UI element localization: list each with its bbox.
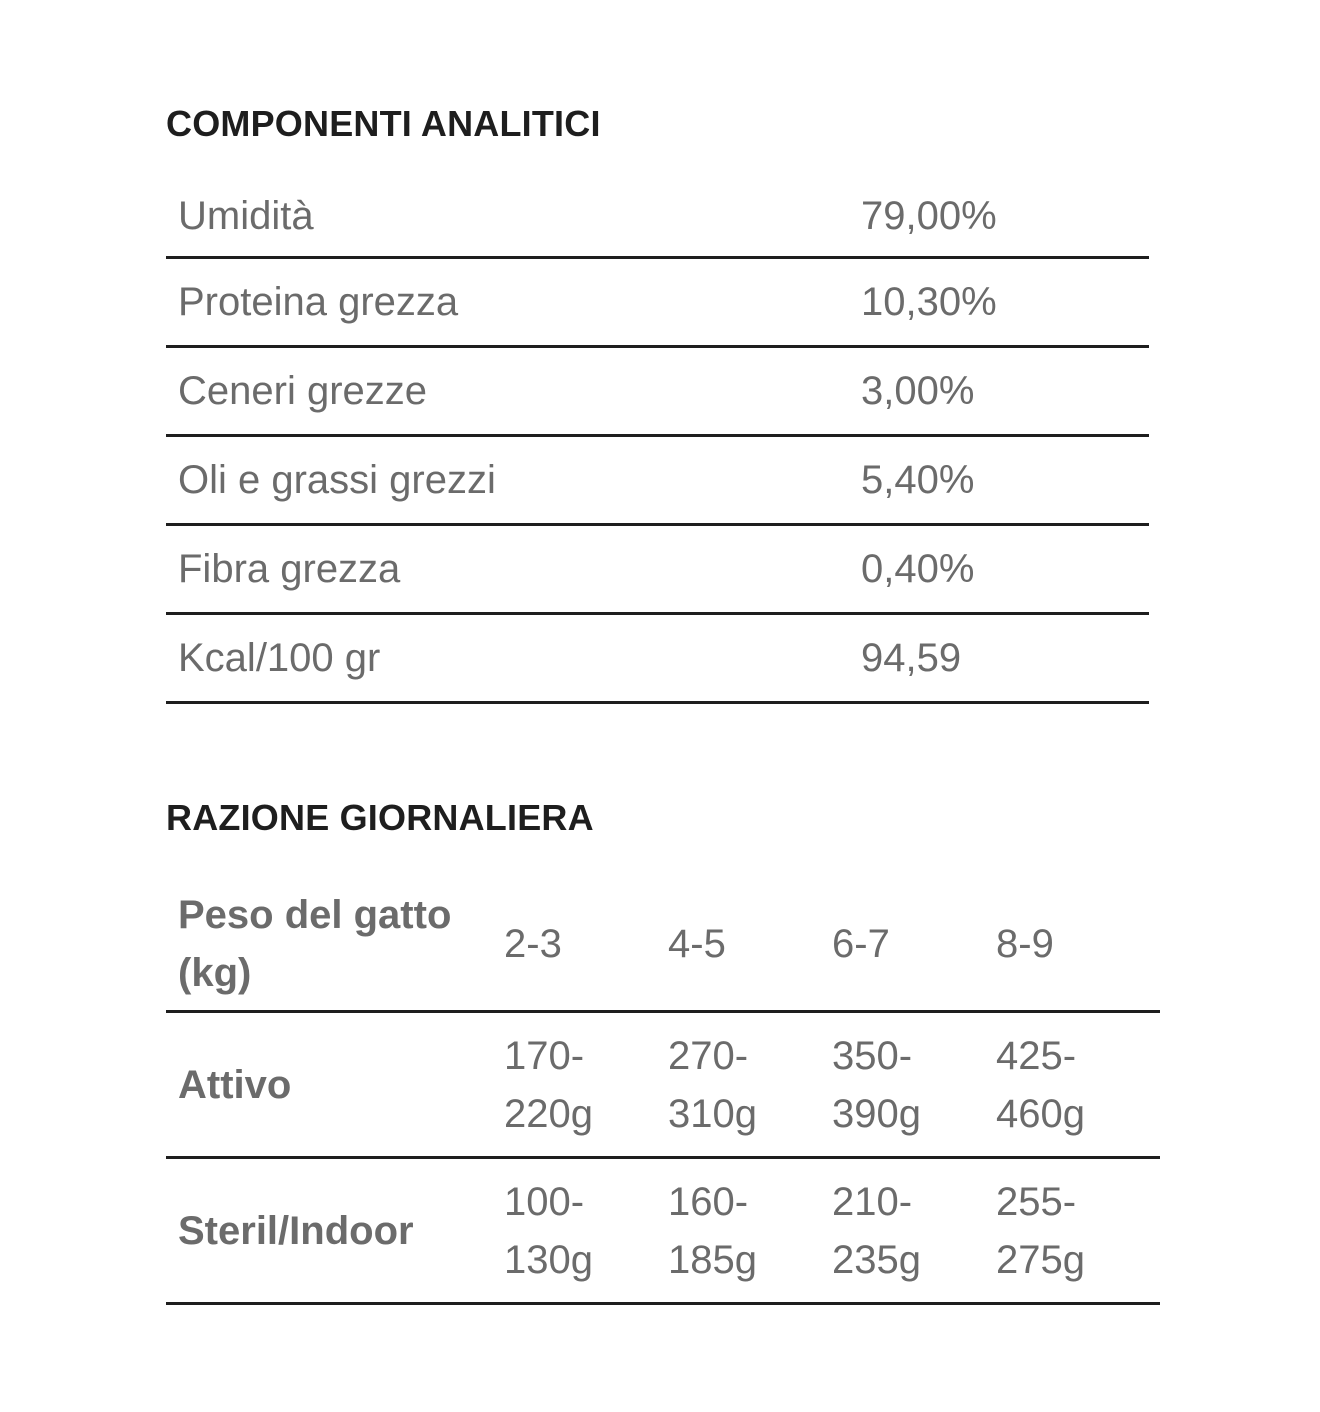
ration-max: 185g xyxy=(668,1237,757,1282)
table-row xyxy=(166,1012,1160,1158)
weight-range: 4-5 xyxy=(668,878,832,1012)
ration-max: 130g xyxy=(504,1237,593,1282)
component-label: Ceneri grezze xyxy=(166,347,861,436)
table-row xyxy=(166,172,1149,258)
ration-cell xyxy=(504,1012,668,1158)
ration-cell xyxy=(504,1158,668,1304)
ration-max: 235g xyxy=(832,1237,921,1282)
table-row xyxy=(166,347,1149,436)
cat-weight-label: Peso del gatto xyxy=(178,893,452,937)
weight-range: 2-3 xyxy=(504,878,668,1012)
ration-min: 210- xyxy=(832,1179,913,1224)
ration-cell xyxy=(996,1012,1160,1158)
cat-weight-header xyxy=(166,878,504,1012)
table-row xyxy=(166,525,1149,614)
activity-label: Attivo xyxy=(166,1012,504,1158)
ration-max: 390g xyxy=(832,1091,921,1136)
component-value: 79,00% xyxy=(861,172,1149,258)
ration-min: 255- xyxy=(996,1179,1077,1224)
ration-max: 220g xyxy=(504,1091,593,1136)
ration-min: 270- xyxy=(668,1033,749,1078)
component-value: 94,59 xyxy=(861,614,1149,703)
table-row xyxy=(166,614,1149,703)
table-header-row xyxy=(166,878,1160,1012)
component-value: 0,40% xyxy=(861,525,1149,614)
daily-ration-table xyxy=(166,878,1160,1305)
ration-min: 160- xyxy=(668,1179,749,1224)
ration-min: 350- xyxy=(832,1033,913,1078)
component-label: Fibra grezza xyxy=(166,525,861,614)
ration-min: 100- xyxy=(504,1179,585,1224)
table-row xyxy=(166,258,1149,347)
component-value: 10,30% xyxy=(861,258,1149,347)
ration-max: 310g xyxy=(668,1091,757,1136)
component-value: 3,00% xyxy=(861,347,1149,436)
cat-weight-unit: (kg) xyxy=(178,951,252,995)
component-label: Proteina grezza xyxy=(166,258,861,347)
component-label: Oli e grassi grezzi xyxy=(166,436,861,525)
ration-min: 170- xyxy=(504,1033,585,1078)
ration-max: 460g xyxy=(996,1091,1085,1136)
analytical-components-table xyxy=(166,172,1149,704)
table-row xyxy=(166,1158,1160,1304)
ration-cell xyxy=(832,1012,996,1158)
daily-ration-title: RAZIONE GIORNALIERA xyxy=(166,797,594,838)
ration-min: 425- xyxy=(996,1033,1077,1078)
weight-range: 6-7 xyxy=(832,878,996,1012)
weight-range: 8-9 xyxy=(996,878,1160,1012)
ration-cell xyxy=(996,1158,1160,1304)
ration-cell xyxy=(668,1012,832,1158)
ration-cell xyxy=(668,1158,832,1304)
component-label: Umidità xyxy=(166,172,861,258)
ration-max: 275g xyxy=(996,1237,1085,1282)
ration-cell xyxy=(832,1158,996,1304)
table-row xyxy=(166,436,1149,525)
component-value: 5,40% xyxy=(861,436,1149,525)
component-label: Kcal/100 gr xyxy=(166,614,861,703)
activity-label: Steril/Indoor xyxy=(166,1158,504,1304)
analytical-components-title: COMPONENTI ANALITICI xyxy=(166,103,601,144)
